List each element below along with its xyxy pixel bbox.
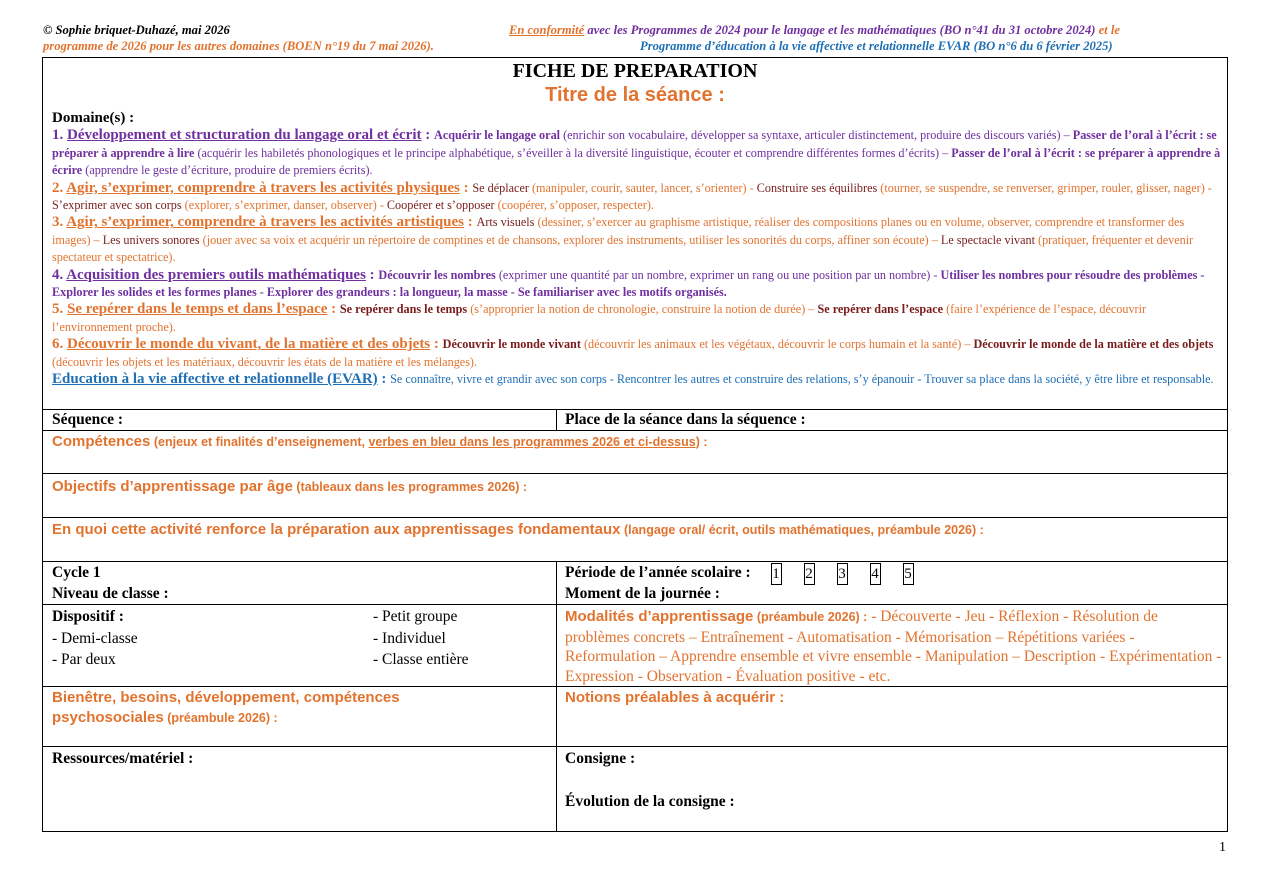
domain-skill: Le spectacle vivant xyxy=(940,232,1035,247)
domain-number: 2. xyxy=(52,179,64,196)
domains-section xyxy=(52,110,1222,389)
competences-colon: : xyxy=(699,435,708,449)
period-box-1[interactable]: 1 xyxy=(771,563,782,585)
dispositif-option: - Individuel xyxy=(373,630,446,647)
domain-detail: (dessiner, s’exercer au graphisme artistique, réaliser des compositions planes ou en volume, observer, comprendre et transformer des images) – xyxy=(52,215,1185,247)
domain-number: 1. xyxy=(52,127,64,144)
separator: : xyxy=(327,301,340,318)
resources-label: Ressources/matériel : xyxy=(52,750,194,767)
class-level-label: Niveau de classe : xyxy=(52,585,169,602)
domain-detail: (manipuler, courir, sauter, lancer, s’orienter) - xyxy=(528,180,757,195)
domain-skill: Découvrir le monde vivant xyxy=(442,337,581,352)
domain-heading: Agir, s’exprimer, comprendre à travers les activités artistiques xyxy=(66,214,465,231)
sheet-title: FICHE DE PREPARATION xyxy=(512,60,758,82)
domain-detail: (tourner, se suspendre, se renverser, grimper, rouler, glisser, nager) - xyxy=(877,180,1212,195)
period-box-5[interactable]: 5 xyxy=(903,563,914,585)
domain-2 xyxy=(52,180,1222,215)
bienetre-note: (préambule 2026) : xyxy=(163,711,278,725)
separator: : xyxy=(464,214,477,231)
preparation-sheet xyxy=(42,57,1228,832)
domain-detail: Se connaître, vivre et grandir avec son corps - Rencontrer les autres et construire des relations, s’y épanouir - Trouver sa place dans la société, y être libre et responsable. xyxy=(390,372,1214,387)
domain-skill: S’exprimer avec son corps xyxy=(52,198,182,213)
programmes-2024: Programmes de 2024 pour le langage et les mathématiques (BO n°41 du 31 octobre 2024) xyxy=(630,23,1096,37)
domain-detail: (coopérer, s’opposer, respecter). xyxy=(494,198,654,213)
domain-skill: Acquérir le langage oral xyxy=(434,128,561,143)
domain-detail: (faire l’expérience de l’espace, découvrir l’environnement proche). xyxy=(52,302,1147,334)
domain-detail: (s’approprier la notion de chronologie, construire la notion de durée) – xyxy=(467,302,818,317)
domain-detail: (acquérir les habiletés phonologiques et le principe alphabétique, s’éveiller à la diversité linguistique, écouter et comprendre différentes formes d’écrits) – xyxy=(194,145,952,160)
domain-3 xyxy=(52,214,1222,266)
domain-heading: Education à la vie affective et relationnelle (EVAR) xyxy=(52,371,378,388)
dispositif-option: - Par deux xyxy=(52,651,116,668)
author-credit: © Sophie briquet-Duhazé, mai 2026 xyxy=(43,23,230,37)
divider xyxy=(556,561,557,832)
divider xyxy=(43,561,1227,562)
session-place-label: Place de la séance dans la séquence : xyxy=(565,411,806,428)
domain-skill: Construire ses équilibres xyxy=(756,180,878,195)
domain-detail: (jouer avec sa voix et acquérir un répertoire de comptines et de chansons, explorer des instruments, utiliser les sonorités du corps, affiner son écoute) – xyxy=(199,232,941,247)
domain-heading: Se repérer dans le temps et dans l’espace xyxy=(67,301,328,318)
domain-number: 6. xyxy=(52,336,64,353)
separator: : xyxy=(421,127,435,144)
domain-detail: (pratiquer, fréquenter et devenir spectateur et spectatrice). xyxy=(52,232,1194,265)
domain-skill: Coopérer et s’opposer xyxy=(386,198,495,213)
period-box-2[interactable]: 2 xyxy=(804,563,815,585)
domains-label: Domaine(s) : xyxy=(52,110,135,126)
period-box-4[interactable]: 4 xyxy=(870,563,881,585)
divider xyxy=(556,409,557,430)
period-boxes xyxy=(771,563,914,585)
divider xyxy=(43,604,1227,605)
domain-skill: Découvrir le monde de la matière et des objets xyxy=(973,337,1214,352)
domain-detail: (apprendre le geste d’écriture, produire de premiers écrits). xyxy=(82,163,373,178)
modalites-block xyxy=(565,607,1225,687)
domain-1 xyxy=(52,127,1222,179)
dispositif-label: Dispositif : xyxy=(52,608,124,625)
objectifs-title: Objectifs d’apprentissage par âge xyxy=(52,478,293,495)
divider xyxy=(43,517,1227,518)
competences-title: Compétences xyxy=(52,433,151,450)
separator: : xyxy=(365,266,379,283)
conformity-and: et le xyxy=(1095,23,1120,37)
objectifs-note: (tableaux dans les programmes 2026) : xyxy=(292,480,528,494)
renforce-label xyxy=(52,520,984,540)
domain-4 xyxy=(52,267,1222,302)
divider xyxy=(43,473,1227,474)
conformity-note xyxy=(509,22,1120,38)
domain-skill: Utiliser les nombres pour résoudre des problèmes - Explorer les solides et les formes planes - Explorer des grandeurs : la longueur, la masse - Se familiariser avec les motifs organisés. xyxy=(52,267,1205,300)
competences-note: (enjeux et finalités d’enseignement, xyxy=(150,435,369,449)
domain-5 xyxy=(52,301,1222,336)
period-row xyxy=(565,563,914,585)
competences-note-underlined: verbes en bleu dans les programmes 2026 et ci-dessus xyxy=(368,435,696,449)
cycle-label: Cycle 1 xyxy=(52,564,101,581)
evar-programme: Programme d’éducation à la vie affective et relationnelle EVAR (BO n°6 du 6 février 2025) xyxy=(640,39,1113,53)
domain-skill: Passer de l’oral à l’écrit : se préparer à apprendre à lire xyxy=(52,128,1217,160)
divider xyxy=(43,746,1227,747)
dispositif-option: - Petit groupe xyxy=(373,608,458,625)
session-title-label: Titre de la séance : xyxy=(545,84,725,106)
notions-label: Notions préalables à acquérir : xyxy=(565,689,785,706)
domain-heading: Acquisition des premiers outils mathématiques xyxy=(66,266,366,283)
separator: : xyxy=(430,336,443,353)
modalites-list: - Découverte - Jeu - Réflexion - Résolution de problèmes concrets – Entraînement - Automatisation - Mémorisation – Répétitions variées - Reformulation – Apprendre ensemble et vivre ensemble - Manipulation – Description - Expérimentation - Expression - Observation - Évaluation positive - etc. xyxy=(565,608,1222,686)
domain-heading: Découvrir le monde du vivant, de la matière et des objets xyxy=(67,336,431,353)
renforce-title: En quoi cette activité renforce la préparation aux apprentissages fondamentaux xyxy=(52,521,621,538)
domain-detail: (explorer, s’exprimer, danser, observer) - xyxy=(181,198,387,213)
domain-skill: Se repérer dans le temps xyxy=(339,302,468,317)
page-number: 1 xyxy=(1219,840,1226,855)
modalites-title: Modalités d’apprentissage xyxy=(565,608,754,625)
separator: : xyxy=(459,179,473,196)
domain-detail: (enrichir son vocabulaire, développer sa syntaxe, articuler distinctement, produire des discours variés) – xyxy=(560,128,1073,143)
domain-detail: (découvrir les animaux et les végétaux, découvrir le corps humain et la santé) – xyxy=(580,337,974,352)
domain-6 xyxy=(52,336,1222,371)
conformity-label: En conformité xyxy=(509,23,585,37)
domain-detail: (exprimer une quantité par un nombre, exprimer un rang ou une position par un nombre) - xyxy=(495,267,941,282)
bienetre-label xyxy=(52,688,472,728)
programme-2026: programme de 2026 pour les autres domaines (BOEN n°19 du 7 mai 2026). xyxy=(43,39,434,53)
moment-label: Moment de la journée : xyxy=(565,585,720,602)
domain-number: 4. xyxy=(52,266,64,283)
competences-label xyxy=(52,432,708,452)
competences-note-end: ) xyxy=(695,435,700,449)
domain-heading: Développement et structuration du langage oral et écrit xyxy=(67,127,422,144)
modalites-note: (préambule 2026) : xyxy=(753,610,868,624)
sequence-label: Séquence : xyxy=(52,411,124,428)
objectifs-label xyxy=(52,477,527,497)
divider xyxy=(43,430,1227,431)
period-label: Période de l’année scolaire : xyxy=(565,564,751,581)
domain-number: 3. xyxy=(52,214,64,231)
separator: : xyxy=(377,371,391,388)
dispositif-option: - Demi-classe xyxy=(52,630,138,647)
domain-evar xyxy=(52,371,1222,388)
domain-skill: Se déplacer xyxy=(472,180,529,195)
domain-heading: Agir, s’exprimer, comprendre à travers les activités physiques xyxy=(66,179,460,196)
conformity-joiner: avec les xyxy=(584,23,631,37)
domain-number: 5. xyxy=(52,301,64,318)
period-box-3[interactable]: 3 xyxy=(837,563,848,585)
dispositif-option: - Classe entière xyxy=(373,651,469,668)
instruction-label: Consigne : xyxy=(565,750,636,767)
bienetre-title: Bienêtre, besoins, développement, compétences psychosociales xyxy=(52,689,400,726)
domain-detail: (découvrir les objets et les matériaux, découvrir les états de la matière et les mélanges). xyxy=(52,354,478,369)
domain-skill: Passer de l’oral à l’écrit : se préparer à apprendre à écrire xyxy=(52,145,1221,178)
instruction-evolution-label: Évolution de la consigne : xyxy=(565,793,735,810)
domain-skill: Découvrir les nombres xyxy=(378,267,496,282)
domain-skill: Les univers sonores xyxy=(102,232,200,247)
renforce-note: (langage oral/ écrit, outils mathématiques, préambule 2026) : xyxy=(620,523,984,537)
domain-skill: Arts visuels xyxy=(476,215,535,230)
domain-skill: Se repérer dans l’espace xyxy=(817,302,944,317)
